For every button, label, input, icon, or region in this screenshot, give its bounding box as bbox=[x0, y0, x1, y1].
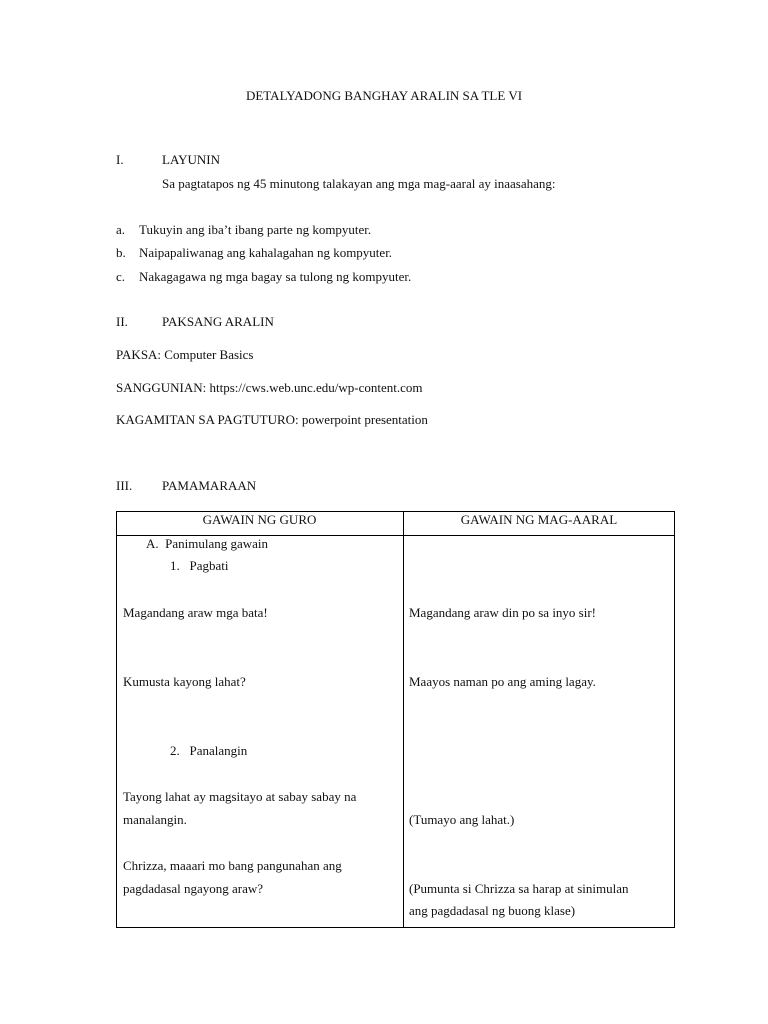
objective-letter-b: b. bbox=[116, 245, 126, 260]
guro-greeting: Magandang araw mga bata! bbox=[123, 605, 268, 620]
subheading-panimulang-gawain: A. Panimulang gawain bbox=[146, 536, 269, 551]
mag-aaral-greeting: Magandang araw din po sa inyo sir! bbox=[409, 605, 597, 620]
guro-tayo-line-2: manalangin. bbox=[123, 812, 187, 827]
kagamitan-line: KAGAMITAN SA PAGTUTURO: powerpoint presentation bbox=[116, 412, 428, 427]
objective-letter-c: c. bbox=[116, 269, 126, 284]
section-2-label: PAKSANG ARALIN bbox=[162, 314, 274, 329]
objective-text-a: Tukuyin ang iba’t ibang parte ng kompyuter. bbox=[139, 222, 372, 237]
item-pagbati: 1. Pagbati bbox=[170, 558, 229, 573]
objective-letter-a: a. bbox=[116, 222, 126, 237]
mag-aaral-tayo: (Tumayo ang lahat.) bbox=[409, 812, 515, 827]
page-title: DETALYADONG BANGHAY ARALIN SA TLE VI bbox=[245, 88, 523, 103]
section-3-label: PAMAMARAAN bbox=[162, 478, 257, 493]
section-1-label: LAYUNIN bbox=[162, 152, 221, 167]
header-gawain-guro: GAWAIN NG GURO bbox=[202, 512, 317, 527]
guro-chrizza-line-2: pagdadasal ngayong araw? bbox=[123, 881, 264, 896]
paksa-line: PAKSA: Computer Basics bbox=[116, 347, 254, 362]
section-1-intro: Sa pagtatapos ng 45 minutong talakayan ang mga mag-aaral ay inaasahang: bbox=[162, 176, 556, 191]
procedure-table bbox=[116, 511, 675, 928]
mag-aaral-chrizza-line-2: ang pagdadasal ng buong klase) bbox=[409, 903, 576, 918]
guro-chrizza-line-1: Chrizza, maaari mo bang pangunahan ang bbox=[123, 858, 342, 873]
mag-aaral-chrizza-line-1: (Pumunta si Chrizza sa harap at sinimulan bbox=[409, 881, 629, 896]
section-1-number: I. bbox=[116, 152, 124, 167]
guro-tayo-line-1: Tayong lahat ay magsitayo at sabay sabay na bbox=[123, 789, 357, 804]
mag-aaral-kumusta: Maayos naman po ang aming lagay. bbox=[409, 674, 596, 689]
table-column-divider bbox=[403, 511, 404, 928]
section-2-number: II. bbox=[116, 314, 128, 329]
table-border-left bbox=[116, 511, 117, 928]
header-gawain-mag-aaral: GAWAIN NG MAG-AARAL bbox=[460, 512, 618, 527]
objective-text-b: Naipapaliwanag ang kahalagahan ng kompyuter. bbox=[139, 245, 393, 260]
table-border-bottom bbox=[116, 927, 675, 928]
guro-kumusta: Kumusta kayong lahat? bbox=[123, 674, 246, 689]
objective-text-c: Nakagagawa ng mga bagay sa tulong ng kompyuter. bbox=[139, 269, 412, 284]
table-border-right bbox=[674, 511, 675, 928]
sanggunian-line: SANGGUNIAN: https://cws.web.unc.edu/wp-content.com bbox=[116, 380, 423, 395]
item-panalangin: 2. Panalangin bbox=[170, 743, 248, 758]
section-3-number: III. bbox=[116, 478, 133, 493]
